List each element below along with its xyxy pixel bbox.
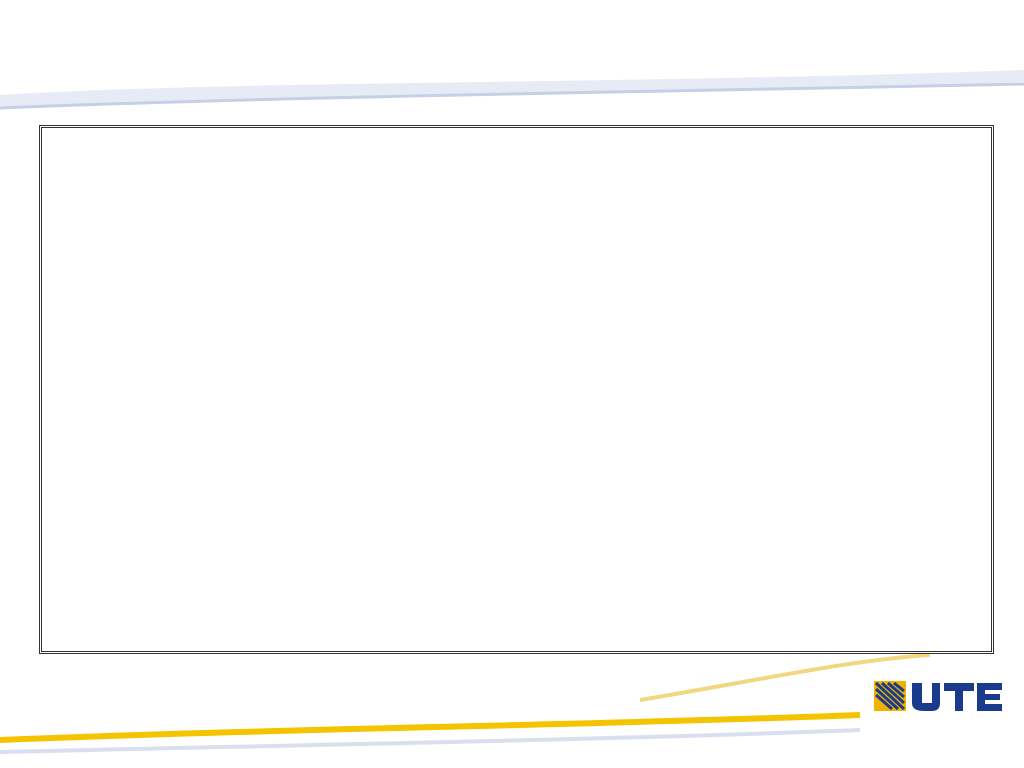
ute-logo-icon (874, 679, 1004, 715)
weekly-data-sheet (39, 125, 994, 654)
